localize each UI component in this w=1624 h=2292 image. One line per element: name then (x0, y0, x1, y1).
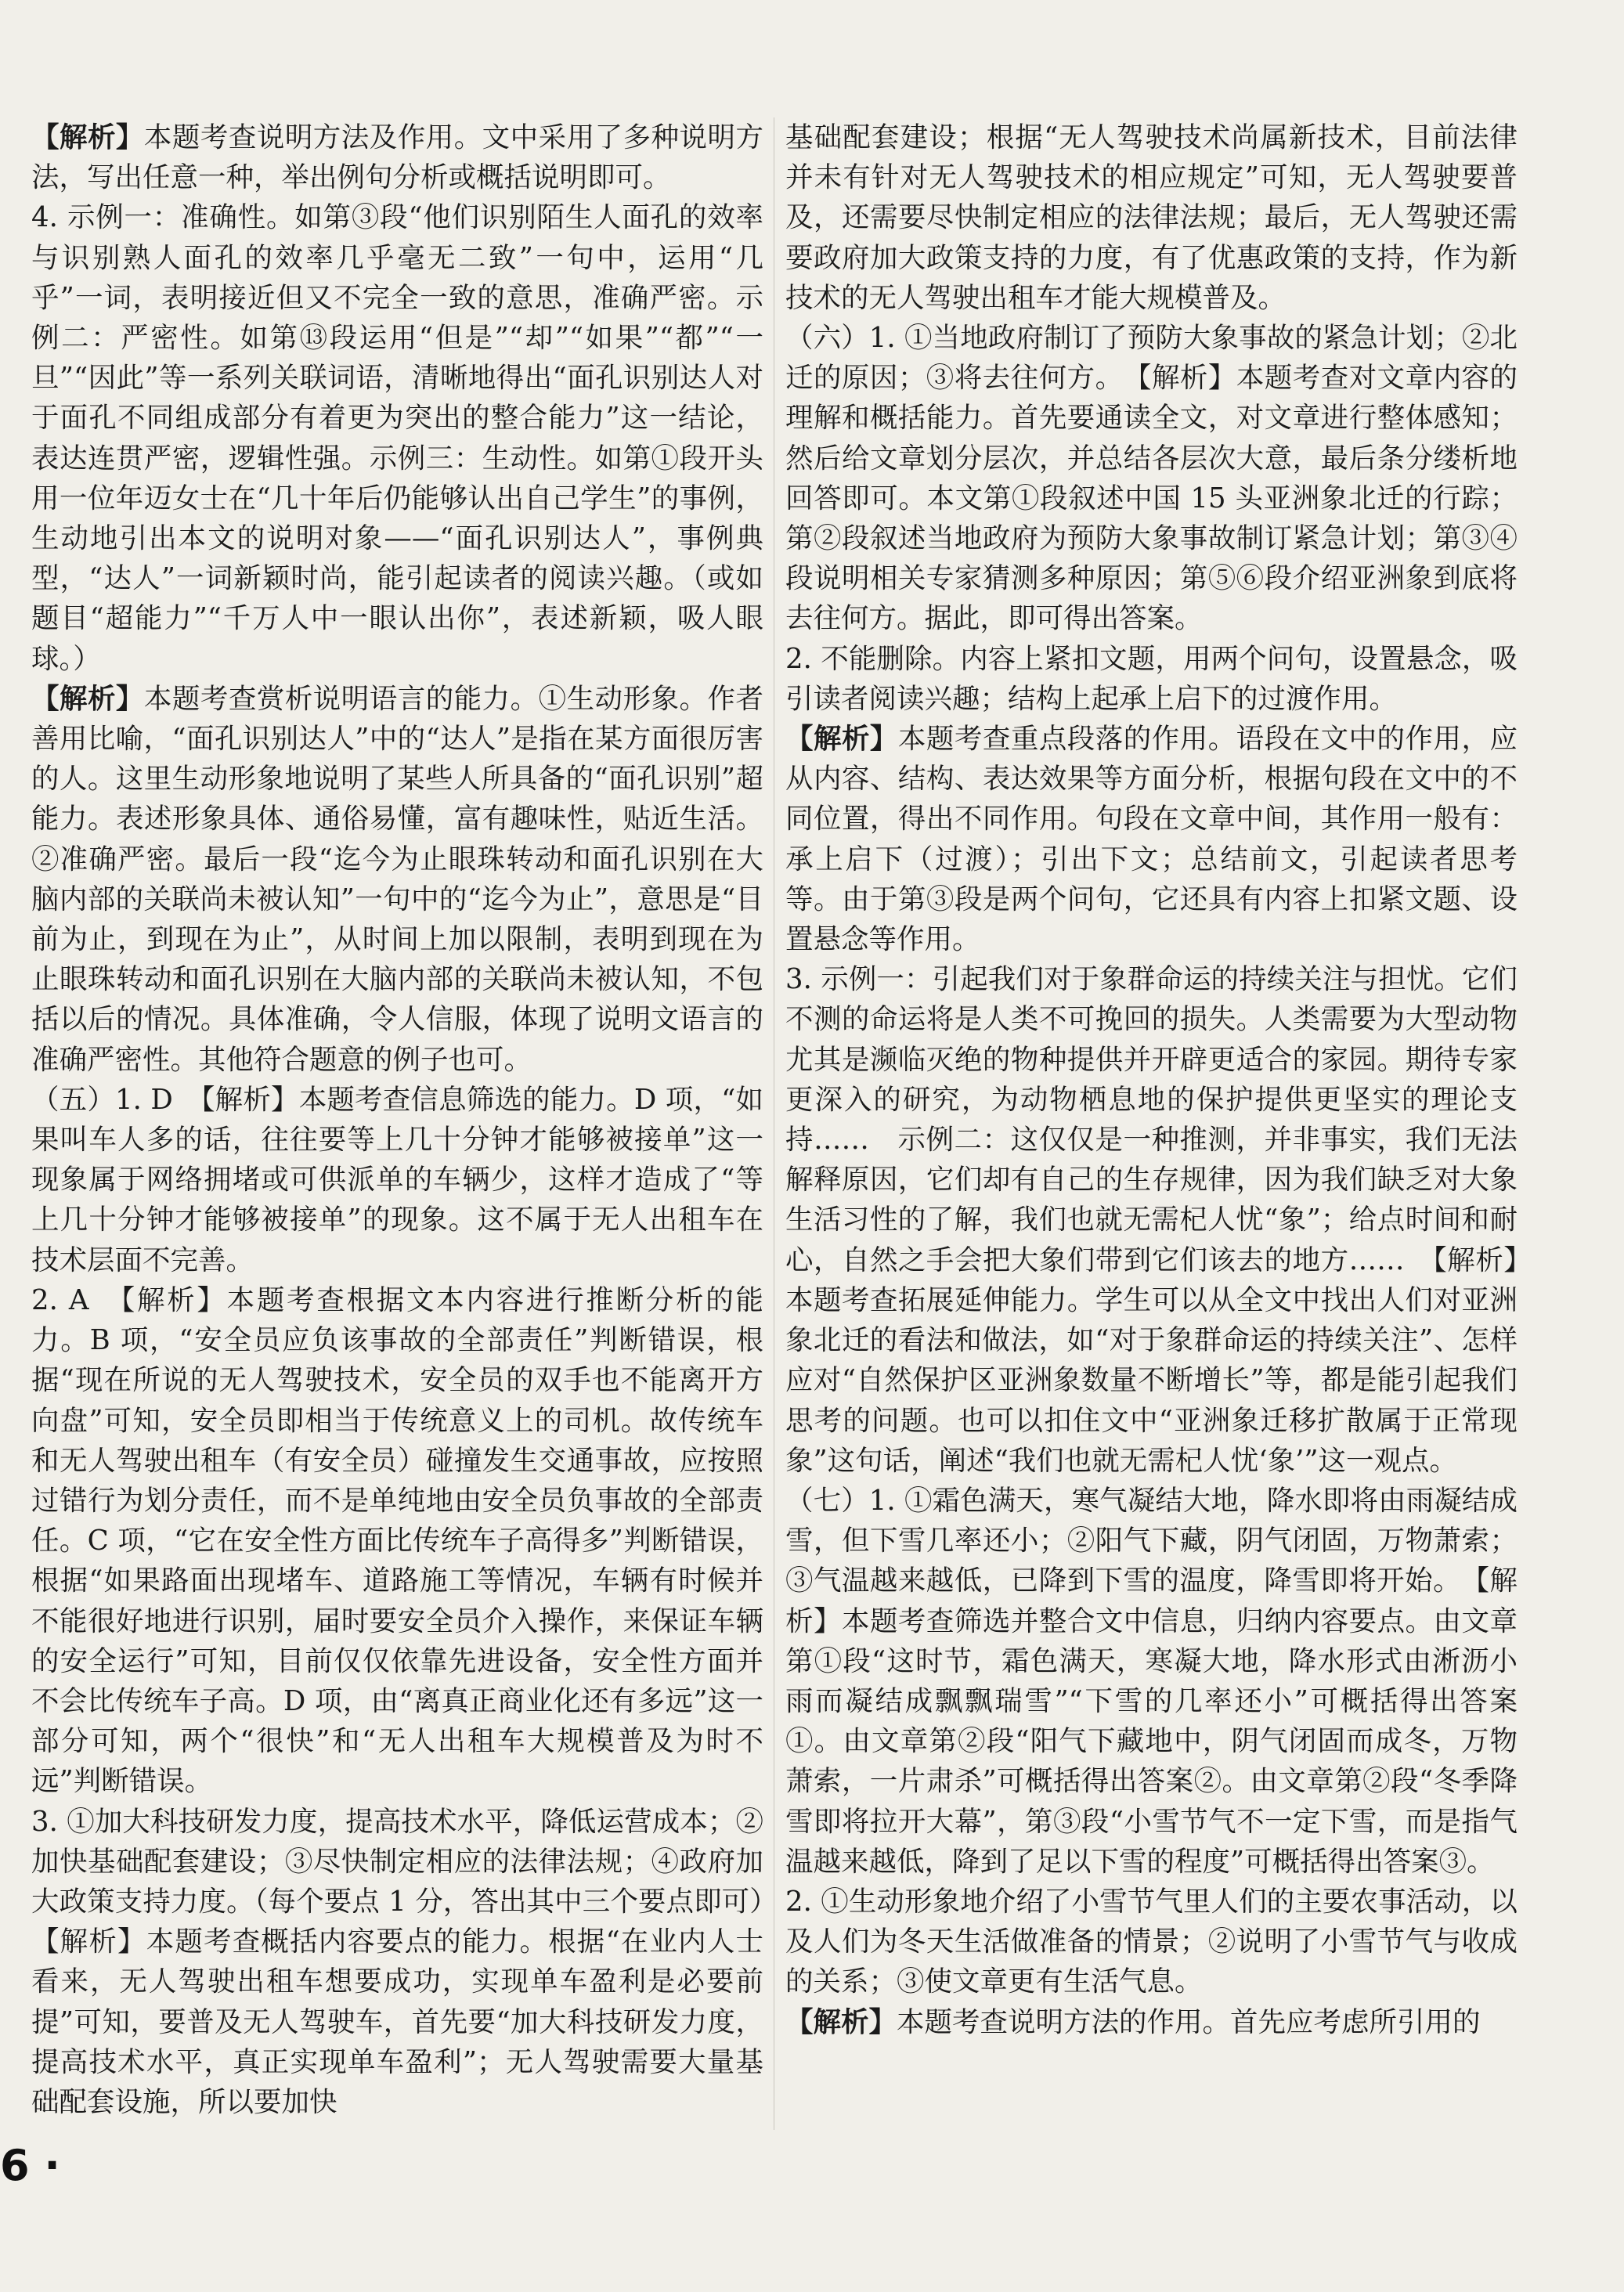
paragraph (785, 1481, 1518, 1882)
text: 基础配套建设；根据“无人驾驶技术尚属新技术，目前法律并未有针对无人驾驶技术的相应规定”可知，无人驾驶要普及，还需要尽快制定相应的法律法规；最后，无人驾驶还需要政府加大政策支持的力度，有了优惠政策的支持，作为新技术的无人驾驶出租车才能大规模普及。 (785, 121, 1518, 314)
text: 4. 示例一：准确性。如第③段“他们识别陌生人面孔的效率与识别熟人面孔的效率几乎毫无二致”一句中，运用“几乎”一词，表明接近但又不完全一致的意思，准确严密。示例二：严密性。如第⑬段运用“但是”“却”“如果”“都”“一旦”“因此”等一系列关联词语，清晰地得出“面孔识别达人对于面孔不同组成部分有着更为突出的整合能力”这一结论，表达连贯严密，逻辑性强。示例三：生动性。如第①段开头用一位年迈女士在“几十年后仍能够认出自己学生”的事例，生动地引出本文的说明对象——“面孔识别达人”，事例典型，“达人”一词新颖时尚，能引起读者的阅读兴趣。（或如题目“超能力”“千万人中一眼认出你”，表述新颖，吸人眼球。） (31, 201, 763, 675)
paragraph (31, 679, 763, 1080)
text: 2. ①生动形象地介绍了小雪节气里人们的主要农事活动，以及人们为冬天生活做准备的情景；②说明了小雪节气与收成的关系；③使文章更有生活气息。 (785, 1885, 1518, 1998)
page-number: 6 · (0, 2141, 60, 2190)
text: （七）1. ①霜色满天，寒气凝结大地，降水即将由雨凝结成雪，但下雪几率还小；②阳气下藏，阴气闭固，万物萧索；③气温越来越低，已降到下雪的温度，降雪即将开始。 【解析】本题考查筛选并整合文中信息，归纳内容要点。由文章第①段“这时节，霜色满天，寒凝大地，降水形式由淅沥小雨而凝结成飘飘瑞雪”“下雪的几率还小”可概括得出答案①。由文章第②段“阳气下藏地中，阴气闭固而成冬，万物萧索，一片肃杀”可概括得出答案②。由文章第②段“冬季降雪即将拉开大幕”，第③段“小雪节气不一定下雪，而是指气温越来越低，降到了足以下雪的程度”可概括得出答案③。 (785, 1484, 1518, 1878)
paragraph (785, 2002, 1518, 2042)
paragraph (31, 1080, 763, 1280)
text: （五）1. D 【解析】本题考查信息筛选的能力。D 项，“如果叫车人多的话，往往要等上几十分钟才能够被接单”这一现象属于网络拥堵或可供派单的车辆少，这样才造成了“等上几十分钟才能够被接单”的现象。这不属于无人出租车在技术层面不完善。 (31, 1083, 763, 1276)
paragraph (785, 639, 1518, 719)
paragraph (31, 1280, 763, 1802)
paragraph (31, 1802, 792, 2123)
left-column (31, 117, 792, 2122)
right-column (785, 117, 1518, 2042)
paragraph (31, 197, 763, 678)
paragraph (785, 318, 1518, 639)
text: （六）1. ①当地政府制订了预防大象事故的紧急计划；②北迁的原因；③将去往何方。 【解析】本题考查对文章内容的理解和概括能力。首先要通读全文，对文章进行整体感知；然后给文章划分层次，并总结各层次大意，最后条分缕析地回答即可。本文第①段叙述中国 15 头亚洲象北迁的行踪；第②段叙述当地政府为预防大象事故制订紧急计划；第③④段说明相关专家猜测多种原因；第⑤⑥段介绍亚洲象到底将去往何方。据此，即可得出答案。 (785, 322, 1518, 635)
text: 2. A 【解析】本题考查根据文本内容进行推断分析的能力。B 项，“安全员应负该事故的全部责任”判断错误，根据“现在所说的无人驾驶技术，安全员的双手也不能离开方向盘”可知，安全员即相当于传统意义上的司机。故传统车和无人驾驶出租车（有安全员）碰撞发生交通事故，应按照过错行为划分责任，而不是单纯地由安全员负事故的全部责任。C 项，“它在安全性方面比传统车子高得多”判断错误，根据“如果路面出现堵车、道路施工等情况，车辆有时候并不能很好地进行识别，届时要安全员介入操作，来保证车辆的安全运行”可知，目前仅仅依靠先进设备，安全性方面并不会比传统车子高。D 项，由“离真正商业化还有多远”这一部分可知，两个“很快”和“无人出租车大规模普及为时不远”判断错误。 (31, 1283, 763, 1798)
paragraph (785, 117, 1518, 318)
paragraph (785, 959, 1518, 1481)
text: 本题考查说明方法的作用。首先应考虑所引用的 (897, 2005, 1481, 2038)
text: 3. 示例一：引起我们对于象群命运的持续关注与担忧。它们不测的命运将是人类不可挽回的损失。人类需要为大型动物尤其是濒临灭绝的物种提供并开辟更适合的家园。期待专家更深入的研究，为动物栖息地的保护提供更坚实的理论支持…… 示例二：这仅仅是一种推测，并非事实，我们无法解释原因，它们却有自己的生存规律，因为我们缺乏对大象生活习性的了解，我们也就无需杞人忧“象”；给点时间和耐心，自然之手会把大象们带到它们该去的地方…… 【解析】本题考查拓展延伸能力。学生可以从全文中找出人们对亚洲象北迁的看法和做法，如“对于象群命运的持续关注”、怎样应对“自然保护区亚洲象数量不断增长”等，都是能引起我们思考的问题。也可以扣住文中“亚洲象迁移扩散属于正常现象”这句话，阐述“我们也就无需杞人忧‘象’”这一观点。 (785, 963, 1518, 1477)
text: 2. 不能删除。内容上紧扣文题，用两个问句，设置悬念，吸引读者阅读兴趣；结构上起承上启下的过渡作用。 (785, 642, 1518, 715)
text: 本题考查重点段落的作用。语段在文中的作用，应从内容、结构、表达效果等方面分析，根据句段在文中的不同位置，得出不同作用。句段在文章中间，其作用一般有：承上启下（过渡）；引出下文；总结前文，引起读者思考等。由于第③段是两个问句，它还具有内容上扣紧文题、设置悬念等作用。 (785, 723, 1518, 956)
paragraph (785, 1882, 1518, 2002)
paragraph (785, 719, 1518, 959)
paragraph (31, 117, 763, 197)
label: 【解析】 (31, 682, 144, 715)
text: 3. ①加大科技研发力度，提高技术水平，降低运营成本；②加快基础配套建设；③尽快制定相应的法律法规；④政府加大政策支持力度。（每个要点 1 分，答出其中三个要点即可） 【解析】本题考查概括内容要点的能力。根据“在业内人士看来，无人驾驶出租车想要成功，实现单车盈利是必要前提”可知，要普及无人驾驶车，首先要“加大科技研发力度，提高技术水平，真正实现单车盈利”；无人驾驶需要大量基础配套设施，所以要加快 (31, 1805, 792, 2118)
label: 【解析】 (785, 2005, 897, 2038)
label: 【解析】 (31, 121, 144, 153)
text: 本题考查说明方法及作用。文中采用了多种说明方法，写出任意一种，举出例句分析或概括说明即可。 (31, 121, 763, 194)
text: 本题考查赏析说明语言的能力。①生动形象。作者善用比喻，“面孔识别达人”中的“达人”是指在某方面很厉害的人。这里生动形象地说明了某些人所具备的“面孔识别”超能力。表述形象具体、通俗易懂，富有趣味性，贴近生活。②准确严密。最后一段“迄今为止眼珠转动和面孔识别在大脑内部的关联尚未被认知”一句中的“迄今为止”，意思是“目前为止，到现在为止”，从时间上加以限制，表明到现在为止眼珠转动和面孔识别在大脑内部的关联尚未被认知，不包括以后的情况。具体准确，令人信服，体现了说明文语言的准确严密性。其他符合题意的例子也可。 (31, 682, 763, 1076)
label: 【解析】 (785, 723, 898, 756)
